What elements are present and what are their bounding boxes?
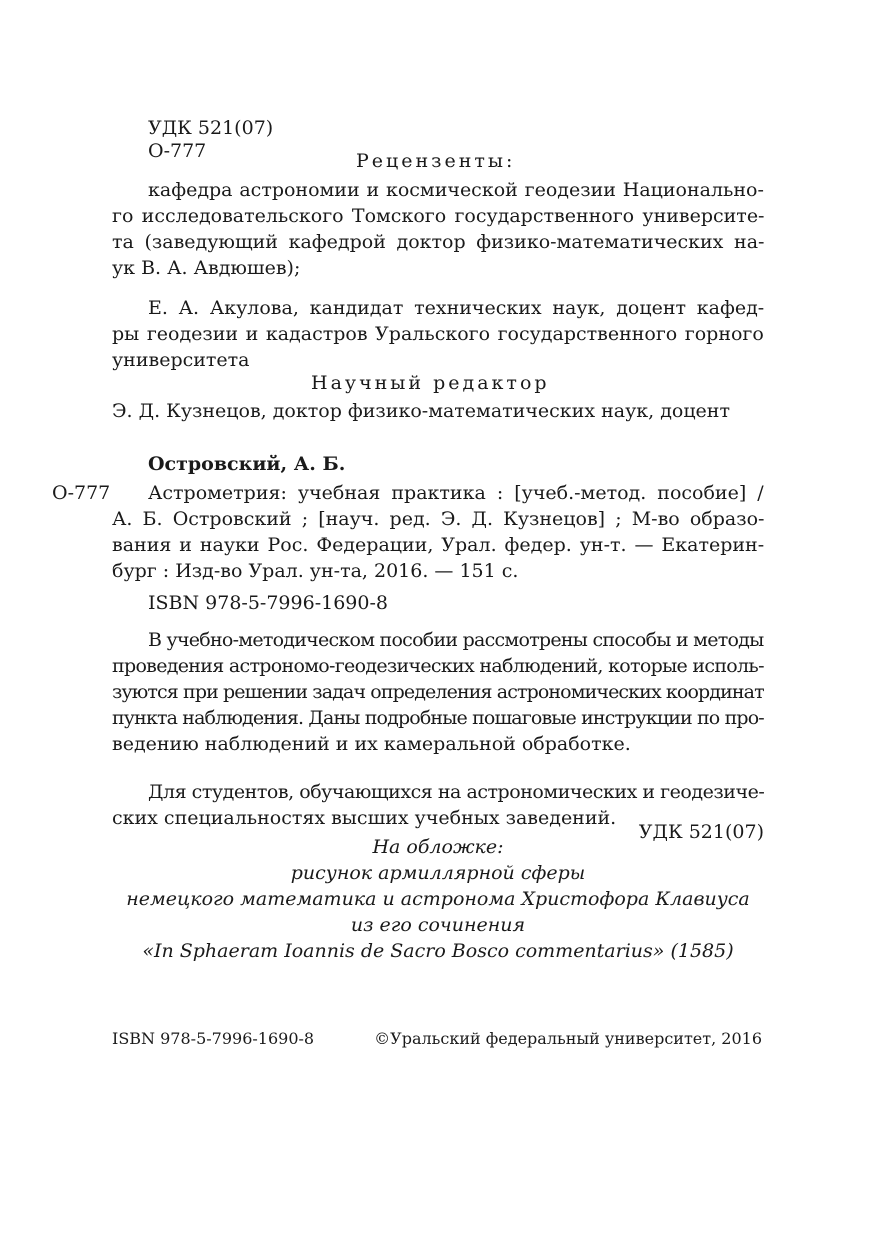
- catalog-line: А. Б. Островский ; [науч. ред. Э. Д. Кузнецов] ; М-во образо-: [112, 508, 765, 530]
- abstract-line: зуются при решении задач определения астрономических координат: [112, 681, 764, 703]
- abstract-line: пункта наблюдения. Даны подробные пошаговые инструкции по про-: [112, 707, 764, 729]
- reviewer-second-line: университета: [112, 349, 250, 371]
- reviewer-first-line: та (заведующий кафедрой доктор физико-математических на-: [112, 231, 765, 253]
- footer-isbn: ISBN 978-5-7996-1690-8: [112, 1029, 315, 1048]
- reviewer-second: [112, 295, 764, 373]
- cover-note: [112, 834, 764, 964]
- abstract-udk: УДК 521(07): [638, 821, 764, 843]
- reviewer-second-line: Е. А. Акулова, кандидат технических наук, доцент кафед-: [148, 297, 765, 319]
- catalog-description: [112, 480, 764, 584]
- book-code-top: О-777: [148, 140, 207, 162]
- footer-copyright: ©Уральский федеральный университет, 2016: [374, 1029, 762, 1048]
- reviewer-first-line: кафедра астрономии и космической геодезии Национально-: [148, 179, 764, 201]
- catalog-line: Астрометрия: учебная практика : [учеб.-метод. пособие] /: [148, 482, 764, 504]
- reviewer-first: [112, 177, 764, 281]
- udk-code-top: УДК 521(07): [148, 117, 274, 139]
- cover-note-line: из его сочинения: [350, 914, 526, 936]
- editor-text: Э. Д. Кузнецов, доктор физико-математических наук, доцент: [112, 400, 730, 422]
- abstract-line: проведения астрономо-геодезических наблюдений, которые исполь-: [112, 655, 764, 677]
- cover-note-title: На обложке:: [372, 836, 504, 858]
- abstract-line: ских специальностях высших учебных заведений.: [112, 807, 617, 829]
- reviewer-second-line: ры геодезии и кадастров Уральского государственного горного: [112, 323, 764, 345]
- editor-heading: Научный редактор: [311, 372, 550, 394]
- abstract-line: Для студентов, обучающихся на астрономических и геодезиче-: [148, 781, 765, 803]
- abstract-line: В учебно-методическом пособии рассмотрены способы и методы: [148, 629, 764, 651]
- reviewers-heading: Рецензенты:: [356, 150, 516, 172]
- reviewer-first-line: го исследовательского Томского государственного университе-: [112, 205, 765, 227]
- cover-note-line: «In Sphaeram Ioannis de Sacro Bosco commentarius» (1585): [142, 940, 734, 962]
- abstract-paragraph-1: [112, 627, 764, 757]
- catalog-line: бург : Изд-во Урал. ун-та, 2016. — 151 с.: [112, 560, 519, 582]
- catalog-isbn: ISBN 978-5-7996-1690-8: [148, 592, 388, 614]
- cover-note-line: немецкого математика и астронома Христофора Клавиуса: [126, 888, 750, 910]
- abstract-line: ведению наблюдений и их камеральной обработке.: [112, 733, 631, 755]
- catalog-code: О-777: [52, 482, 111, 504]
- catalog-author: Островский, А. Б.: [148, 453, 346, 475]
- reviewer-first-line: ук В. А. Авдюшев);: [112, 257, 301, 279]
- catalog-line: вания и науки Рос. Федерации, Урал. федер. ун-т. — Екатерин-: [112, 534, 765, 556]
- cover-note-line: рисунок армиллярной сферы: [290, 862, 586, 884]
